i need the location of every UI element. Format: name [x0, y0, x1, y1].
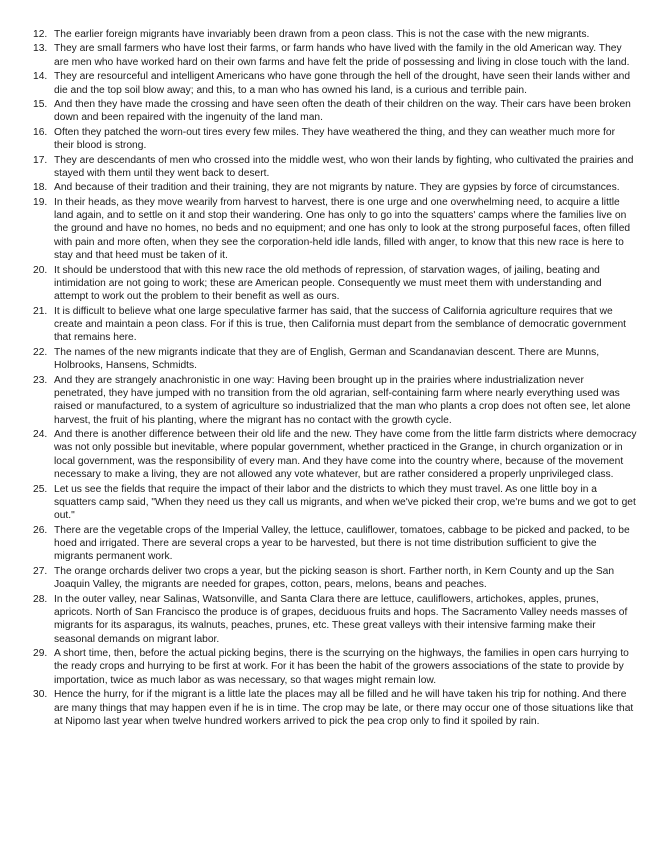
item-text: And there is another difference between their old life and the new. They have come from the little farm districts where democracy was not only possible but inevitable, where popular government, whether practiced in the Grange, in church organization or in local government, was the responsibility of every man. And they have come into the country where, because of the movement necessary to make a living, they are not allowed any vote whatever, but are rather considered a properly unprivileged class. [54, 429, 637, 481]
item-number: 16. [33, 126, 48, 138]
list-item [33, 196, 637, 263]
list-item [33, 483, 637, 523]
list-item [33, 181, 637, 194]
item-text: In their heads, as they move wearily from harvest to harvest, there is one urge and one overwhelming need, to acquire a little land again, and to settle on it and stop their wandering. One has only to go into the squatters' camps where the families live on the ground and have no homes, no beds and no equipment; and one has only to look at the strong purposeful faces, often filled with pain and more often, when they see the corporation-held idle lands, filled with anger, to know that this new race is here to stay and that heed must be taken of it. [54, 196, 631, 262]
list-item [33, 264, 637, 304]
list-item [33, 647, 637, 687]
item-number: 30. [33, 689, 48, 701]
item-number: 22. [33, 346, 48, 358]
list-item [33, 98, 637, 125]
item-text: The names of the new migrants indicate that they are of English, German and Scandanavian descent. There are Munns, Holbrooks, Hansens, Schmidts. [54, 346, 600, 372]
item-number: 25. [33, 483, 48, 495]
list-item [33, 305, 637, 345]
item-number: 26. [33, 524, 48, 536]
item-text: The orange orchards deliver two crops a year, but the picking season is short. Farther north, in Kern County and up the San Joaquin Valley, the migrants are needed for grapes, cotton, pears, melons, beans and peaches. [54, 565, 615, 591]
item-number: 28. [33, 593, 48, 605]
item-number: 15. [33, 99, 48, 110]
item-text: They are descendants of men who crossed into the middle west, who won their lands by fighting, who cultivated the prairies and stayed with them until they went back to desert. [54, 154, 634, 179]
item-number: 13. [33, 43, 48, 55]
list-item [33, 28, 637, 41]
list-item [33, 346, 637, 373]
item-text: And they are strangely anachronistic in one way: Having been brought up in the prairies where industrialization never penetrated, they have jumped with no transition from the old agrarian, self-containing farm where nearly everything used was raised or manufactured, to a system of agriculture so industrialized that the man who plants a crop does not often see, let alone harvest, the fruit of his planting, where the migrant has no contact with the growth cycle. [54, 374, 631, 426]
item-number: 21. [33, 305, 48, 317]
list-item [33, 524, 637, 564]
list-item [33, 126, 637, 153]
item-number: 23. [33, 374, 48, 386]
item-text: There are the vegetable crops of the Imperial Valley, the lettuce, cauliflower, tomatoes, cabbage to be picked and packed, to be hoed and irrigated. There are several crops a year to be harvested, but there is not time distribution sufficient to give the migrants permanent work. [54, 524, 630, 563]
item-text: And then they have made the crossing and have seen often the death of their children on the way. Their cars have been broken down and been repaired with the ingenuity of the land man. [54, 99, 631, 124]
list-item [33, 428, 637, 481]
item-text: Hence the hurry, for if the migrant is a little late the places may all be filled and he will have taken his trip for nothing. And there are many things that may happen even if he is in time. The crop may be late, or there may occur one of those situations like that at Nipomo last year when twelve hundred workers arrived to pick the pea crop only to find it spoiled by rain. [54, 689, 634, 727]
item-text: Let us see the fields that require the impact of their labor and the districts to which they must travel. As one little boy in a squatters camp said, "When they need us they call us migrants, and when we've picked their crop, we're bums and we got to get out." [54, 483, 636, 522]
item-text: The earlier foreign migrants have invariably been drawn from a peon class. This is not the case with the new migrants. [54, 29, 590, 40]
item-number: 18. [33, 182, 48, 194]
item-number: 29. [33, 648, 48, 660]
item-number: 17. [33, 154, 48, 166]
item-number: 27. [33, 565, 48, 577]
item-number: 24. [33, 429, 48, 441]
item-text: It is difficult to believe what one large speculative farmer has said, that the success of California agriculture requires that we create and maintain a peon class. For if this is true, then California must depart from the semblance of democratic government that remains here. [54, 305, 626, 344]
item-text: They are resourceful and intelligent Americans who have gone through the hell of the drought, have seen their lands wither and die and the top soil blow away; and this, to a man who has owned his land, is a curious and terrible pain. [54, 71, 631, 96]
list-item [33, 565, 637, 592]
list-item [33, 688, 637, 728]
item-number: 12. [33, 29, 48, 40]
item-text: They are small farmers who have lost their farms, or farm hands who have lived with the family in the old American way. They are men who have worked hard on their own farms and have felt the pride of possessing and living in close touch with the land. [54, 43, 630, 68]
list-item [33, 374, 637, 427]
item-text: It should be understood that with this new race the old methods of repression, of starvation wages, of jailing, beating and intimidation are not going to work; these are American people. Consequently we must meet them with understanding and attempt to work out the problem to their benefit as well as ours. [54, 264, 602, 303]
list-item [33, 42, 637, 69]
item-number: 14. [33, 71, 48, 83]
item-text: In the outer valley, near Salinas, Watsonville, and Santa Clara there are lettuce, cauliflowers, artichokes, apples, prunes, apricots. North of San Francisco the produce is of grapes, deciduous fruits and hops. The Sacramento Valley needs masses of migrants for its asparagus, its walnuts, peaches, prunes, etc. These great valleys with their intensive farming make their seasonal demands on migrant labor. [54, 593, 628, 645]
list-item [33, 593, 637, 646]
item-number: 19. [33, 196, 48, 208]
list-item [33, 154, 637, 181]
item-number: 20. [33, 264, 48, 276]
item-text: A short time, then, before the actual picking begins, there is the scurrying on the highways, the families in open cars hurrying to the ready crops and hurrying to be first at work. For it has been the habit of the growers associations of the state to provide by importation, twice as much labor as was necessary, so that wages might remain low. [54, 648, 629, 686]
list-item [33, 70, 637, 97]
item-text: And because of their tradition and their training, they are not migrants by nature. They are gypsies by force of circumstances. [54, 182, 620, 194]
item-text: Often they patched the worn-out tires every few miles. They have weathered the thing, and they can weather much more for their blood is strong. [54, 126, 616, 152]
numbered-paragraph-list [33, 28, 637, 728]
